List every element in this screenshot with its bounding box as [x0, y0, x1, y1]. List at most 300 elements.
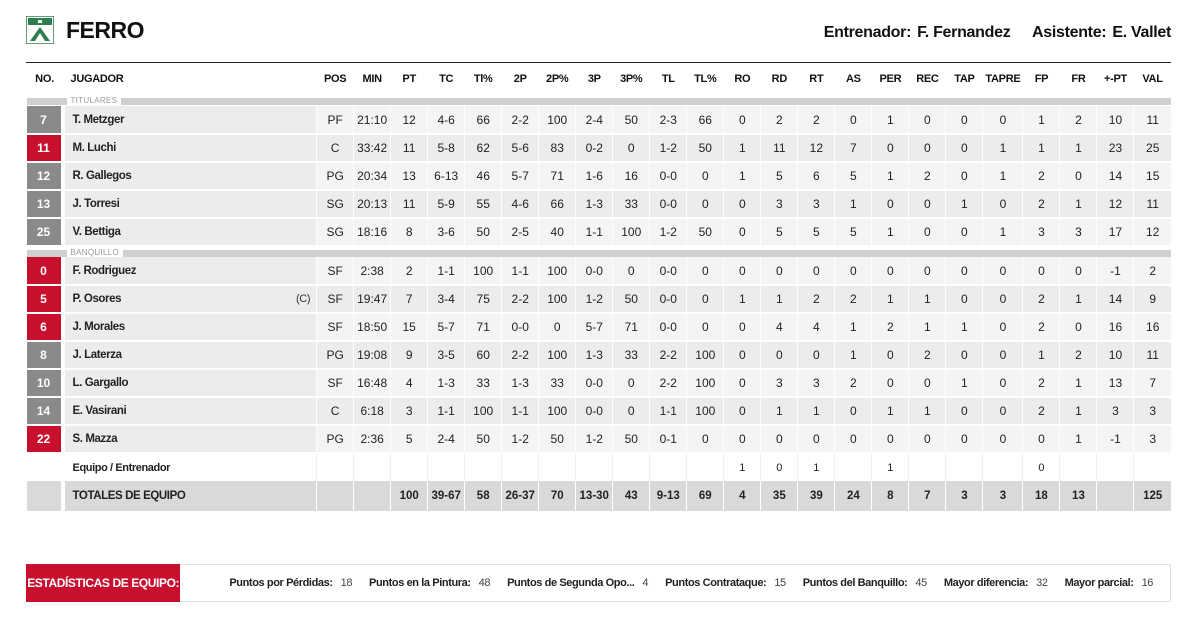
player-row[interactable]	[27, 313, 1172, 341]
team-stat-p2	[502, 453, 539, 481]
stat-pos: PG	[317, 341, 354, 369]
team-stat-item	[803, 577, 927, 589]
player-number: 13	[27, 190, 63, 218]
team-stats-title: ESTADÍSTICAS DE EQUIPO:	[26, 564, 180, 602]
column-header[interactable]: 2P	[513, 73, 527, 85]
stat-rt: 0	[798, 341, 835, 369]
player-name-text[interactable]: L. Gargallo	[72, 377, 129, 389]
stat-p3p: 71	[613, 313, 650, 341]
total-min	[354, 481, 391, 511]
coach-label: Entrenador:	[823, 24, 912, 41]
assistant-name: E. Vallet	[1112, 24, 1171, 41]
team-row-number	[27, 453, 63, 481]
stat-per: 0	[872, 257, 909, 285]
stat-ro: 0	[724, 369, 761, 397]
column-header[interactable]: NO.	[35, 73, 54, 85]
stat-min: 6:18	[354, 397, 391, 425]
column-header[interactable]: PER	[879, 73, 902, 85]
stat-pm: 14	[1097, 285, 1134, 313]
stat-fr: 1	[1060, 285, 1097, 313]
column-header[interactable]: TC	[439, 73, 454, 85]
column-header[interactable]: RT	[809, 73, 824, 85]
stat-p2p: 66	[539, 190, 576, 218]
stat-p2p: 100	[539, 397, 576, 425]
stat-rd: 3	[761, 190, 798, 218]
stat-fr: 1	[1060, 134, 1097, 162]
stat-p2: 1-1	[502, 257, 539, 285]
stat-pos: PF	[317, 106, 354, 134]
stat-min: 19:47	[354, 285, 391, 313]
stat-tapre: 0	[983, 397, 1023, 425]
player-name-text[interactable]: J. Torresi	[72, 198, 120, 210]
stat-pt: 11	[391, 190, 428, 218]
player-row[interactable]	[27, 341, 1172, 369]
column-header[interactable]: PT	[402, 73, 416, 85]
stat-pm: 23	[1097, 134, 1134, 162]
stat-tl: 2-2	[650, 369, 687, 397]
stat-p3p: 100	[613, 218, 650, 246]
stat-tc: 2-4	[428, 425, 465, 453]
coaches-info	[824, 24, 1171, 42]
stat-p2p: 100	[539, 106, 576, 134]
stat-pt: 4	[391, 369, 428, 397]
player-row[interactable]	[27, 106, 1172, 134]
total-p3: 13-30	[576, 481, 613, 511]
player-name[interactable]	[63, 285, 317, 313]
stat-fr: 2	[1060, 106, 1097, 134]
totals-label: TOTALES DE EQUIPO	[63, 481, 317, 511]
stat-p3: 5-7	[576, 313, 613, 341]
total-tcp: 58	[465, 481, 502, 511]
total-pm	[1097, 481, 1134, 511]
player-name-text[interactable]: V. Bettiga	[72, 226, 121, 238]
stat-val: 9	[1134, 285, 1171, 313]
column-header[interactable]: TAPRE	[985, 73, 1021, 85]
stat-pos: SG	[317, 190, 354, 218]
stat-tl: 0-0	[650, 190, 687, 218]
stat-ro: 1	[724, 134, 761, 162]
stat-pm: 13	[1097, 369, 1134, 397]
player-row[interactable]	[27, 425, 1172, 453]
stat-tap: 0	[946, 162, 983, 190]
team-coach-row	[27, 453, 1172, 481]
player-row[interactable]	[27, 134, 1172, 162]
column-header[interactable]: +-PT	[1103, 73, 1127, 85]
stat-fr: 0	[1060, 257, 1097, 285]
stat-p2p: 71	[539, 162, 576, 190]
stat-tap: 0	[946, 285, 983, 313]
player-name-text[interactable]: T. Metzger	[72, 113, 125, 126]
total-tl: 9-13	[650, 481, 687, 511]
stat-val: 25	[1134, 134, 1171, 162]
column-header[interactable]: 2P%	[546, 73, 569, 85]
stat-tcp: 50	[465, 218, 502, 246]
totals-row	[27, 481, 1172, 511]
column-header[interactable]: JUGADOR	[70, 73, 124, 85]
team-stats-bar	[26, 564, 1171, 602]
stat-tl: 0-0	[650, 285, 687, 313]
total-p2p: 70	[539, 481, 576, 511]
player-name-text[interactable]: J. Morales	[72, 321, 125, 333]
stat-val: 15	[1134, 162, 1171, 190]
stat-p3: 0-0	[576, 397, 613, 425]
stat-rd: 0	[761, 425, 798, 453]
stat-p2p: 100	[539, 257, 576, 285]
stat-per: 1	[872, 162, 909, 190]
player-number: 25	[27, 218, 63, 246]
stat-fp: 2	[1023, 313, 1060, 341]
stat-tc: 6-13	[428, 162, 465, 190]
stat-p3p: 0	[613, 134, 650, 162]
total-rt: 39	[798, 481, 835, 511]
player-name[interactable]	[63, 134, 317, 162]
column-header[interactable]: RO	[734, 73, 751, 85]
stat-tc: 3-4	[428, 285, 465, 313]
stat-ro: 0	[724, 313, 761, 341]
column-header[interactable]: RD	[771, 73, 787, 85]
team-stat-tcp	[465, 453, 502, 481]
stat-fp: 1	[1023, 341, 1060, 369]
stat-pt: 9	[391, 341, 428, 369]
stat-tcp: 71	[465, 313, 502, 341]
stat-tapre: 0	[983, 106, 1023, 134]
stat-p3: 1-1	[576, 218, 613, 246]
stat-pos: SF	[317, 257, 354, 285]
column-header[interactable]: MIN	[362, 73, 382, 85]
stat-p2p: 100	[539, 341, 576, 369]
stat-tl: 0-0	[650, 313, 687, 341]
stat-p3p: 33	[613, 341, 650, 369]
stat-pm: 12	[1097, 190, 1134, 218]
stat-tlp: 0	[687, 425, 724, 453]
team-stat-val	[1134, 453, 1171, 481]
stat-pt: 2	[391, 257, 428, 285]
stat-rt: 2	[798, 285, 835, 313]
team-stat-per: 1	[872, 453, 909, 481]
stat-per: 1	[872, 218, 909, 246]
player-number: 7	[27, 106, 63, 134]
stat-pt: 13	[391, 162, 428, 190]
total-p2: 26-37	[502, 481, 539, 511]
stat-tlp: 66	[687, 106, 724, 134]
stat-tcp: 100	[465, 397, 502, 425]
stat-p3: 0-0	[576, 369, 613, 397]
stat-tl: 2-3	[650, 106, 687, 134]
player-row[interactable]	[27, 218, 1172, 246]
stat-p3p: 0	[613, 397, 650, 425]
stat-tlp: 50	[687, 218, 724, 246]
team-stat-item	[1065, 577, 1153, 589]
total-rd: 35	[761, 481, 798, 511]
stat-p2: 2-2	[502, 106, 539, 134]
team-stats-items	[180, 577, 1170, 589]
player-row[interactable]	[27, 397, 1172, 425]
stat-tl: 2-2	[650, 341, 687, 369]
stat-rt: 0	[798, 257, 835, 285]
section-divider	[27, 246, 1172, 257]
player-number: 22	[27, 425, 63, 453]
total-ro: 4	[724, 481, 761, 511]
stat-min: 33:42	[354, 134, 391, 162]
column-header[interactable]: REC	[916, 73, 939, 85]
stat-p3: 2-4	[576, 106, 613, 134]
stat-tc: 5-8	[428, 134, 465, 162]
stat-tlp: 100	[687, 341, 724, 369]
player-name[interactable]	[63, 425, 317, 453]
stat-p2: 2-2	[502, 285, 539, 313]
stat-pos: SF	[317, 285, 354, 313]
column-header[interactable]: VAL	[1142, 73, 1163, 85]
team-stat-min	[354, 453, 391, 481]
stat-tap: 0	[946, 341, 983, 369]
column-header[interactable]: 3P	[587, 73, 601, 85]
stat-as: 2	[835, 285, 872, 313]
team-stat-item	[507, 577, 648, 589]
stat-tap: 0	[946, 218, 983, 246]
stat-tap: 1	[946, 313, 983, 341]
stat-ro: 0	[724, 397, 761, 425]
stat-rd: 5	[761, 218, 798, 246]
column-header[interactable]: AS	[846, 73, 861, 85]
stat-tapre: 0	[983, 285, 1023, 313]
stat-rt: 3	[798, 369, 835, 397]
player-name-text[interactable]: P. Osores	[72, 293, 122, 305]
team-stat-value: 45	[915, 577, 927, 589]
stat-pm: -1	[1097, 425, 1134, 453]
stat-fp: 0	[1023, 425, 1060, 453]
stat-tc: 3-6	[428, 218, 465, 246]
player-name[interactable]	[63, 106, 317, 134]
stat-pt: 5	[391, 425, 428, 453]
player-name-text[interactable]: J. Laterza	[72, 349, 122, 361]
stat-p2p: 83	[539, 134, 576, 162]
stat-tapre: 0	[983, 425, 1023, 453]
team-stat-rt: 1	[798, 453, 835, 481]
stat-fp: 2	[1023, 162, 1060, 190]
stat-tap: 0	[946, 425, 983, 453]
stat-p3p: 50	[613, 285, 650, 313]
section-label: BANQUILLO	[67, 247, 124, 257]
team-header	[26, 14, 1171, 50]
stat-p3p: 33	[613, 190, 650, 218]
section-label: TITULARES	[67, 95, 122, 106]
stat-pos: SG	[317, 218, 354, 246]
stat-pm: 17	[1097, 218, 1134, 246]
stat-tl: 1-2	[650, 134, 687, 162]
stat-rt: 3	[798, 190, 835, 218]
player-row[interactable]	[27, 257, 1172, 285]
stat-p3: 1-3	[576, 190, 613, 218]
stat-tc: 1-1	[428, 397, 465, 425]
player-number: 10	[27, 369, 63, 397]
stat-ro: 0	[724, 106, 761, 134]
team-stat-pt	[391, 453, 428, 481]
captain-badge: (C)	[296, 293, 311, 305]
player-name[interactable]	[63, 162, 317, 190]
stat-tcp: 33	[465, 369, 502, 397]
player-name[interactable]	[63, 190, 317, 218]
team-stat-p2p	[539, 453, 576, 481]
total-tlp: 69	[687, 481, 724, 511]
stat-fp: 2	[1023, 397, 1060, 425]
player-name-text[interactable]: E. Vasirani	[72, 405, 127, 417]
stat-rec: 2	[909, 341, 946, 369]
team-row-label: Equipo / Entrenador	[63, 453, 317, 481]
boxscore-table	[26, 63, 1171, 511]
player-row[interactable]	[27, 190, 1172, 218]
stat-fp: 3	[1023, 218, 1060, 246]
stat-min: 16:48	[354, 369, 391, 397]
stat-fp: 2	[1023, 285, 1060, 313]
stat-tc: 4-6	[428, 106, 465, 134]
stat-rt: 0	[798, 425, 835, 453]
player-number: 12	[27, 162, 63, 190]
stat-p3: 0-2	[576, 134, 613, 162]
player-name-text[interactable]: R. Gallegos	[72, 170, 132, 182]
stat-rt: 2	[798, 106, 835, 134]
stat-min: 18:16	[354, 218, 391, 246]
total-rec: 7	[909, 481, 946, 511]
player-row[interactable]	[27, 285, 1172, 313]
stat-p2: 1-2	[502, 425, 539, 453]
team-stat-label: Puntos de Segunda Opo...	[507, 577, 635, 589]
stat-tlp: 0	[687, 162, 724, 190]
team-stat-label: Puntos en la Pintura:	[369, 577, 471, 589]
stat-min: 18:50	[354, 313, 391, 341]
column-header[interactable]: TAP	[954, 73, 975, 85]
column-header[interactable]: Tl%	[473, 73, 493, 85]
player-row[interactable]	[27, 369, 1172, 397]
stat-as: 1	[835, 190, 872, 218]
stat-val: 11	[1134, 341, 1171, 369]
stat-val: 3	[1134, 425, 1171, 453]
player-name-text[interactable]: F. Rodriguez	[72, 264, 137, 277]
stat-tapre: 0	[983, 190, 1023, 218]
stat-tcp: 75	[465, 285, 502, 313]
stat-rd: 5	[761, 162, 798, 190]
stat-pos: C	[317, 134, 354, 162]
section-divider	[27, 95, 1172, 106]
stat-p2: 2-2	[502, 341, 539, 369]
column-header[interactable]: TL%	[694, 73, 717, 85]
stat-rt: 12	[798, 134, 835, 162]
player-name[interactable]	[63, 341, 317, 369]
stat-tap: 0	[946, 106, 983, 134]
stat-tcp: 50	[465, 425, 502, 453]
stat-ro: 0	[724, 257, 761, 285]
stat-tc: 5-9	[428, 190, 465, 218]
stat-rec: 0	[909, 425, 946, 453]
stat-per: 1	[872, 285, 909, 313]
stat-rd: 0	[761, 341, 798, 369]
stat-tcp: 60	[465, 341, 502, 369]
ferro-logo-icon	[26, 16, 54, 44]
column-header[interactable]: FR	[1071, 73, 1086, 85]
stat-pm: 14	[1097, 162, 1134, 190]
stat-tlp: 100	[687, 397, 724, 425]
player-number: 8	[27, 341, 63, 369]
team-stat-item	[944, 577, 1048, 589]
player-number: 0	[27, 257, 63, 285]
team-stat-tlp	[687, 453, 724, 481]
player-name[interactable]	[63, 369, 317, 397]
stat-per: 0	[872, 341, 909, 369]
team-stat-value: 4	[642, 577, 649, 589]
stat-rec: 2	[909, 162, 946, 190]
column-header[interactable]: 3P%	[620, 73, 643, 85]
stat-tcp: 100	[465, 257, 502, 285]
player-name-text[interactable]: S. Mazza	[72, 433, 118, 445]
stat-ro: 1	[724, 162, 761, 190]
stat-val: 12	[1134, 218, 1171, 246]
column-header[interactable]: POS	[323, 73, 347, 85]
stat-val: 11	[1134, 106, 1171, 134]
player-name[interactable]	[63, 257, 317, 285]
stat-min: 20:13	[354, 190, 391, 218]
stat-rt: 5	[798, 218, 835, 246]
stat-tcp: 46	[465, 162, 502, 190]
column-header[interactable]: TL	[661, 73, 675, 85]
stat-pos: C	[317, 397, 354, 425]
stat-pm: 3	[1097, 397, 1134, 425]
team-stat-tl	[650, 453, 687, 481]
stat-rd: 4	[761, 313, 798, 341]
team-stat-p3	[576, 453, 613, 481]
stat-tl: 1-1	[650, 397, 687, 425]
stat-val: 11	[1134, 190, 1171, 218]
stat-tapre: 0	[983, 341, 1023, 369]
stat-tc: 3-5	[428, 341, 465, 369]
player-name[interactable]	[63, 218, 317, 246]
totals-number	[27, 481, 63, 511]
stat-ro: 1	[724, 285, 761, 313]
team-stat-pos	[317, 453, 354, 481]
team-stat-value: 32	[1036, 577, 1048, 589]
stat-rec: 1	[909, 313, 946, 341]
stat-tapre: 1	[983, 162, 1023, 190]
stat-fp: 2	[1023, 190, 1060, 218]
stat-fp: 1	[1023, 134, 1060, 162]
stat-tap: 0	[946, 257, 983, 285]
stat-pt: 7	[391, 285, 428, 313]
stat-pm: 16	[1097, 313, 1134, 341]
stat-p3: 1-6	[576, 162, 613, 190]
stat-as: 0	[835, 425, 872, 453]
stat-pt: 8	[391, 218, 428, 246]
total-tc: 39-67	[428, 481, 465, 511]
stat-per: 1	[872, 397, 909, 425]
stat-p3p: 0	[613, 257, 650, 285]
total-fp: 18	[1023, 481, 1060, 511]
stat-pos: SF	[317, 313, 354, 341]
player-name[interactable]	[63, 313, 317, 341]
stat-ro: 0	[724, 218, 761, 246]
stat-per: 0	[872, 190, 909, 218]
stat-fr: 0	[1060, 313, 1097, 341]
player-row[interactable]	[27, 162, 1172, 190]
stat-as: 1	[835, 341, 872, 369]
stat-rt: 6	[798, 162, 835, 190]
stat-pt: 15	[391, 313, 428, 341]
column-header[interactable]: FP	[1034, 73, 1049, 85]
stat-per: 0	[872, 369, 909, 397]
total-as: 24	[835, 481, 872, 511]
player-name-text[interactable]: M. Luchi	[72, 142, 116, 154]
team-stat-item	[665, 577, 786, 589]
player-name[interactable]	[63, 397, 317, 425]
stat-tcp: 55	[465, 190, 502, 218]
team-stat-fp: 0	[1023, 453, 1060, 481]
